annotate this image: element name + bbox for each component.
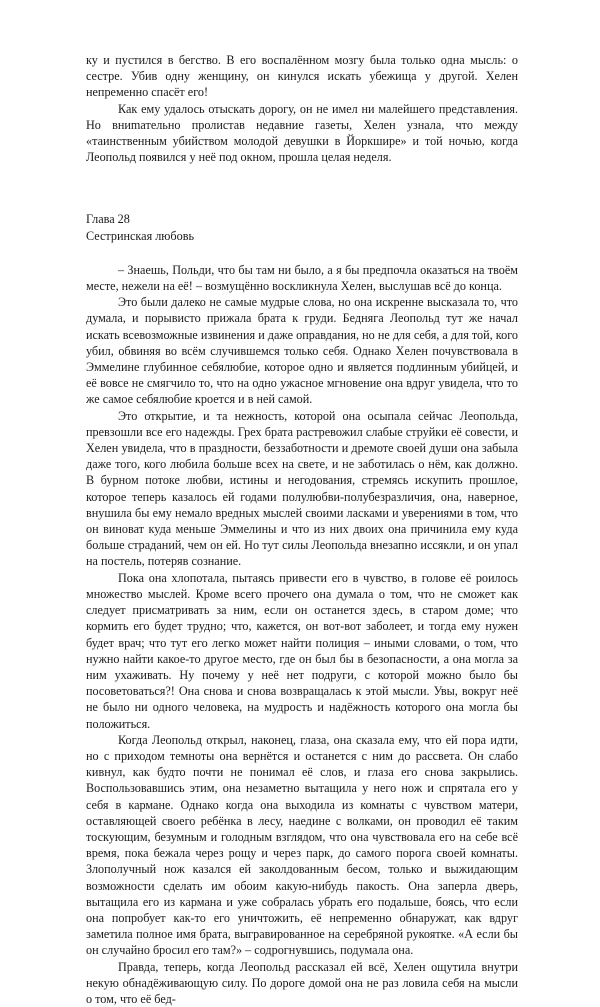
body-paragraph: Пока она хлопотала, пытаясь привести его в чувство, в голове её роилось множество мыслей. Кроме всего прочего она думала о том, что не сможет как следует присматривать за ним, если он останется здесь, в старом доме; что кормить его будет трудно; что, кажется, он вот-вот заболеет, и тогда ему нужен будет врач; что тут его легко может найти полиция – иными словами, о том, что нужно найти какое-то другое место, где он был бы в безопасности, а она могла за ним ухаживать. Ну почему у неё нет подруги, с которой можно было бы посоветоваться?! Она снова и снова возвращалась к этой мысли. Увы, вокруг неё не было ни одного человека, на мудрость и надёжность которого она могла бы положиться. <box>86 570 518 731</box>
body-paragraph: Это открытие, и та нежность, которой она осыпала сейчас Леопольда, превзошли все его надежды. Грех брата растревожил слабые струйки её совести, и Хелен увидела, что в праздности, беззаботности и дремоте своей души она забыла даже того, кого любила больше всех на свете, и не заботилась о нём, как должно. В бурном потоке любви, истины и негодования, стремясь искупить прошлое, которое теперь казалось ей годами полулюбви-полубезразличия, она, наверное, внушила бы ему немало вредных мыслей своими ласками и уверениями в том, что он виноват куда меньше Эммелины и что из них двоих она причинила ему куда больше страданий, чем он ей. Но тут силы Леопольда внезапно иссякли, и он упал на постель, потеряв сознание. <box>86 408 518 569</box>
chapter-title: Сестринская любовь <box>86 228 195 243</box>
body-paragraph: Когда Леопольд открыл, наконец, глаза, она сказала ему, что ей пора идти, но с приходом темноты она вернётся и останется с ним до рассвета. Он слабо кивнул, как будто почти не понимал её слов, и глаза его снова закрылись. Воспользовавшись этим, она незаметно вытащила у него нож и спрятала его у себя в кармане. Однако когда она выходила из комнаты с чувством матери, оставляющей своего ребёнка в лесу, наедине с волками, он проводил её таким тоскующим, безумным и голодным взглядом, что она чувствовала его на себе всё время, пока бежала через рощу и через парк, до самого порога своей комнаты. Злополучный нож казался ей заколдованным бесом, только и выжидающим возможности сделать им обоим какую-нибудь пакость. Она заперла дверь, вытащила его из кармана и уже собралась убрать его подальше, боясь, что если она попробует как-то его уничтожить, её непременно обнаружат, как вдруг заметила полное имя брата, выгравированное на серебряной рукоятке. «А если бы он случайно бросил его там?» – содрогнувшись, подумала она. <box>86 732 518 958</box>
page-body <box>86 52 518 1007</box>
body-paragraph: ку и пустился в бегство. В его воспалённом мозгу была только одна мысль: о сестре. Убив одну женщину, он кинулся искать убежища у другой. Хелен непременно спасёт его! <box>86 53 518 100</box>
body-paragraph: Правда, теперь, когда Леопольд рассказал ей всё, Хелен ощутила внутри некую обнадёживающую силу. По дороге домой она не раз ловила себя на мысли о том, что её бед- <box>86 959 518 1006</box>
body-paragraph: – Знаешь, Польди, что бы там ни было, а я бы предпочла оказаться на твоём месте, нежели на её! – возмущённо воскликнула Хелен, выслушав всё до конца. <box>86 262 518 294</box>
chapter-number: Глава 28 <box>86 212 130 227</box>
body-paragraph: Это были далеко не самые мудрые слова, но она искренне высказала то, что думала, и порывисто прижала брата к груди. Бедняга Леопольд тут же начал искать всевозможные извинения и даже оправдания, но не для себя, а для той, кого убил, обвиняя во всём случившемся только себя. Однако Хелен почувствовала в Эммелине глубинное себялюбие, которое одно и является подлинным убийцей, и её вовсе не смягчило то, что на одно ужасное мгновение она вдруг увидела, что то же самое себялюбие кроется и в ней самой. <box>86 295 518 407</box>
chapter-heading <box>86 211 518 243</box>
body-paragraph: Как ему удалось отыскать дорогу, он не имел ни малейшего представления. Но вниmательно пролистав недавние газеты, Хелен узнала, что между «таинственным убийством молодой девушки в Йоркшире» и той ночью, когда Леопольд появился у неё под окном, прошла целая неделя. <box>86 101 518 165</box>
